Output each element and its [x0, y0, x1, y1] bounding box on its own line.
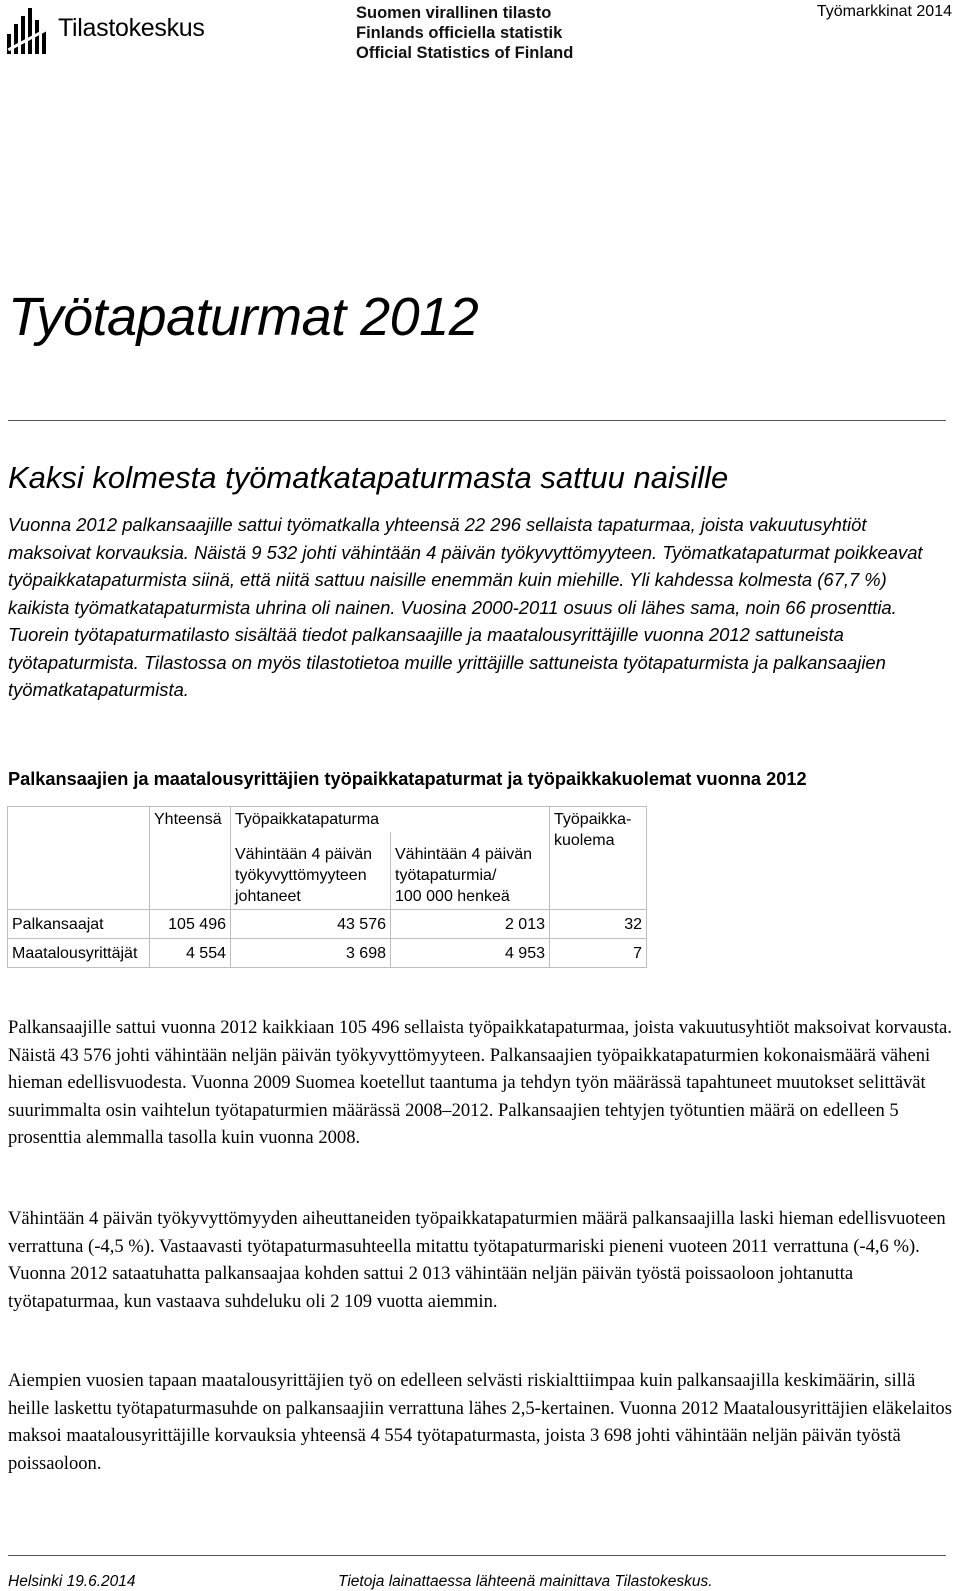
body-paragraph: Vähintään 4 päivän työkyvyttömyyden aiheuttaneiden työpaikkatapaturmien määrä palkansaajilla laski hieman edellisvuoteen verrattuna (-4,5 %). Vastaavasti työtapaturmasuhteella mitattu työtapaturmariski pieneni vuoteen 2011 verrattuna (-4,6 %). Vuonna 2012 sataatuhatta palkansaajaa kohden sattui 2 013 vähintään neljän päivän työstä poissaoloon johtanutta työtapaturmaa, kun vastaava suhdeluku oli 2 109 vuotta aiemmin.: [8, 1208, 946, 1312]
header-total: Yhteensä: [150, 807, 231, 833]
accident-table: [7, 806, 647, 968]
header-deaths-line: Työpaikka-: [554, 811, 632, 828]
logo-mark-icon: [6, 4, 56, 56]
cell-total: 105 496: [150, 910, 231, 939]
official-line-en: Official Statistics of Finland: [356, 44, 574, 62]
logo-wordmark: Tilastokeskus: [58, 14, 205, 42]
title-divider: [8, 420, 946, 421]
official-line-fi: Suomen virallinen tilasto: [356, 4, 552, 22]
publication-series: Työmarkkinat 2014: [816, 3, 952, 20]
header-per-100k: [391, 832, 550, 910]
body-paragraph: Palkansaajille sattui vuonna 2012 kaikkiaan 105 496 sellaista työpaikkatapaturmaa, joista vakuutusyhtiöt maksoivat korvausta. Näistä 43 576 johti vähintään neljän päivän työkyvyttömyyteen. Palkansaajien työpaikkatapaturmien kokonaismäärä väheni hieman edellisvuodesta. Vuonna 2009 Suomea koetellut taantuma ja tehdyn työn määrässä tapahtuneet muutokset selittävät suurimmalta osin vaihtelun työtapaturmien määrässä 2008–2012. Palkansaajien tehtyjen työtuntien määrä on edelleen 5 prosenttia alemmalla tasolla kuin vuonna 2008.: [8, 1017, 952, 1148]
cell-at-least-4: 43 576: [231, 910, 391, 939]
header-deaths-line: kuolema: [554, 832, 615, 849]
header-sub2-line: 100 000 henkeä: [395, 888, 510, 905]
table-row: [8, 939, 647, 968]
cell-per-100k: 2 013: [391, 910, 550, 939]
header-at-least-4-days: [231, 832, 391, 910]
header-sub2-line: työtapaturmia/: [395, 867, 497, 884]
cell-per-100k: 4 953: [391, 939, 550, 968]
header-sub2-line: Vähintään 4 päivän: [395, 846, 532, 863]
header-sub1-line: johtaneet: [235, 888, 301, 905]
table-corner-cell: [8, 832, 150, 910]
cell-deaths: 32: [550, 910, 647, 939]
row-label: Palkansaajat: [8, 910, 150, 939]
official-statistics-label: [356, 3, 573, 63]
cell-deaths: 7: [550, 939, 647, 968]
body-paragraph: Aiempien vuosien tapaan maatalousyrittäjien työ on edelleen selvästi riskialttiimpaa kuin palkansaajilla keskimäärin, sillä heille laskettu työtapaturmasuhde on palkansaajiin verrattuna lähes 2,5-kertainen. Vuonna 2012 Maatalousyrittäjien eläkelaitos maksoi maatalousyrittäjille korvauksia yhteensä 4 554 työtapaturmasta, joista 3 698 johti vähintään neljän päivän työstä poissaoloon.: [8, 1370, 952, 1474]
cell-at-least-4: 3 698: [231, 939, 391, 968]
table-title: Palkansaajien ja maatalousyrittäjien työpaikkatapaturmat ja työpaikkakuolemat vuonna 2012: [8, 769, 807, 789]
tilastokeskus-logo: [6, 4, 238, 56]
table-row: [8, 910, 647, 939]
lead-paragraph: Vuonna 2012 palkansaajille sattui työmatkalla yhteensä 22 296 sellaista tapaturmaa, joista vakuutusyhtiöt maksoivat korvauksia. Näistä 9 532 johti vähintään 4 päivän työkyvyttömyyteen. Työmatkatapaturmat poikkeavat työpaikkatapaturmista siinä, että niitä sattuu naisille enemmän kuin miehille. Yli kahdessa kolmesta (67,7 %) kaikista työmatkatapaturmista uhrina oli nainen. Vuosina 2000-2011 osuus oli lähes sama, noin 66 prosenttia. Tuorein työtapaturmatilasto sisältää tiedot palkansaajille ja maatalousyrittäjille vuonna 2012 sattuneista työtapaturmista. Tilastossa on myös tilastotietoa muille yrittäjille sattuneista työtapaturmista ja palkansaajien työmatkatapaturmista.: [8, 514, 923, 700]
table-empty-cell: [150, 832, 231, 910]
page-title: Työtapaturmat 2012: [8, 287, 479, 347]
row-label: Maatalousyrittäjät: [8, 939, 150, 968]
page-subtitle: Kaksi kolmesta työmatkatapaturmasta sattuu naisille: [8, 460, 729, 495]
footer-date: Helsinki 19.6.2014: [8, 1573, 136, 1590]
header-sub1-line: työkyvyttömyyteen: [235, 867, 367, 884]
cell-total: 4 554: [150, 939, 231, 968]
table-header-row: [8, 807, 647, 833]
header-sub1-line: Vähintään 4 päivän: [235, 846, 372, 863]
header-workplace-accident: Työpaikkatapaturma: [231, 807, 550, 833]
header-workplace-deaths: [550, 807, 647, 910]
official-line-sv: Finlands officiella statistik: [356, 24, 563, 42]
footer-source-note: Tietoja lainattaessa lähteenä mainittava Tilastokeskus.: [338, 1573, 713, 1590]
table-corner-cell: [8, 807, 150, 833]
footer-divider: [8, 1555, 946, 1556]
